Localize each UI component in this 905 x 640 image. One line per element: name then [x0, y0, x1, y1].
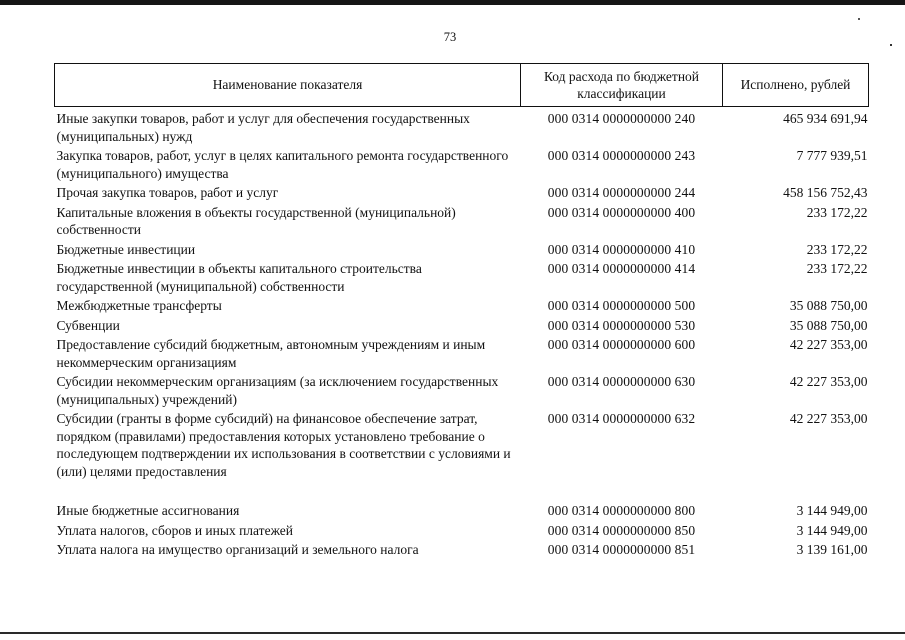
table-row [55, 297, 869, 317]
table-row [55, 502, 869, 522]
row-code: 000 0314 0000000000 850 [547, 522, 696, 538]
page-number: 73 [443, 30, 457, 44]
row-code: 000 0314 0000000000 600 [547, 337, 696, 352]
row-sum: 35 088 750,00 [789, 317, 868, 333]
row-name: Субвенции [56, 317, 120, 333]
table-row [55, 373, 869, 410]
header-name: Наименование показателя [55, 64, 521, 107]
table-row [55, 522, 869, 542]
row-name: Прочая закупка товаров, работ и услуг [56, 185, 279, 200]
scan-top-border [0, 0, 905, 5]
row-name: Межбюджетные трансферты [56, 298, 222, 313]
row-code: 000 0314 0000000000 800 [547, 503, 696, 518]
table-row [55, 184, 869, 204]
row-sum: 233 172,22 [806, 261, 868, 276]
row-code: 000 0314 0000000000 243 [547, 148, 696, 163]
row-sum: 35 088 750,00 [789, 298, 868, 313]
scan-speck [890, 44, 892, 46]
row-sum: 42 227 353,00 [789, 374, 868, 389]
row-name: Капитальные вложения в объекты государственной (муниципальной) собственности [56, 204, 456, 237]
budget-table [54, 63, 869, 561]
table-row [55, 260, 869, 297]
table-row [55, 147, 869, 184]
table-row [55, 410, 869, 482]
header-code: Код расхода по бюджетной классификации [521, 64, 723, 107]
row-name: Уплата налога на имущество организаций и земельного налога [56, 542, 419, 557]
table-row [55, 317, 869, 337]
table-header [55, 64, 869, 107]
header-sum: Исполнено, рублей [723, 64, 869, 107]
row-sum: 3 139 161,00 [796, 542, 868, 557]
spacer-cell [55, 482, 869, 502]
row-code: 000 0314 0000000000 244 [547, 185, 696, 200]
scan-speck [858, 18, 860, 20]
table-row [55, 241, 869, 261]
table-row [55, 541, 869, 561]
row-name: Субсидии (гранты в форме субсидий) на финансовое обеспечение затрат, порядком (правилами) предоставления которых установлено требование о последующем подтверждении их использования в соответствии с условиями и (или) целями предоставления [56, 411, 511, 479]
row-sum: 42 227 353,00 [789, 337, 868, 352]
row-name: Иные бюджетные ассигнования [56, 503, 240, 518]
row-code: 000 0314 0000000000 851 [547, 542, 696, 557]
row-code: 000 0314 0000000000 410 [547, 241, 696, 257]
row-sum: 7 777 939,51 [796, 148, 868, 163]
row-name: Субсидии некоммерческим организациям (за исключением государственных (муниципальных) учреждений) [56, 374, 499, 407]
row-sum: 465 934 691,94 [783, 111, 868, 126]
row-code: 000 0314 0000000000 414 [547, 261, 696, 276]
row-sum: 42 227 353,00 [789, 411, 868, 426]
table-row [55, 107, 869, 148]
row-name: Иные закупки товаров, работ и услуг для обеспечения государственных (муниципальных) нужд [56, 111, 470, 144]
row-name: Бюджетные инвестиции в объекты капитального строительства государственной (муниципальной) собственности [56, 261, 422, 294]
table-body [55, 107, 869, 561]
table-row [55, 336, 869, 373]
scan-bottom-border [0, 632, 905, 634]
row-code: 000 0314 0000000000 240 [547, 111, 696, 126]
header-row [55, 64, 869, 107]
row-code: 000 0314 0000000000 500 [547, 298, 696, 313]
row-name: Предоставление субсидий бюджетным, автономным учреждениям и иным некоммерческим организациям [56, 337, 486, 370]
row-sum: 458 156 752,43 [783, 185, 868, 200]
row-name: Закупка товаров, работ, услуг в целях капитального ремонта государственного (муниципального) имущества [56, 148, 509, 181]
row-spacer [55, 482, 869, 502]
row-code: 000 0314 0000000000 530 [547, 317, 696, 333]
row-code: 000 0314 0000000000 632 [547, 411, 696, 426]
row-sum: 3 144 949,00 [796, 503, 868, 518]
row-sum: 3 144 949,00 [796, 522, 868, 538]
row-name: Бюджетные инвестиции [56, 241, 196, 257]
row-code: 000 0314 0000000000 630 [547, 374, 696, 389]
row-name: Уплата налогов, сборов и иных платежей [56, 522, 293, 538]
row-sum: 233 172,22 [806, 241, 868, 257]
row-code: 000 0314 0000000000 400 [547, 204, 696, 220]
table-row [55, 204, 869, 241]
row-sum: 233 172,22 [806, 204, 868, 220]
